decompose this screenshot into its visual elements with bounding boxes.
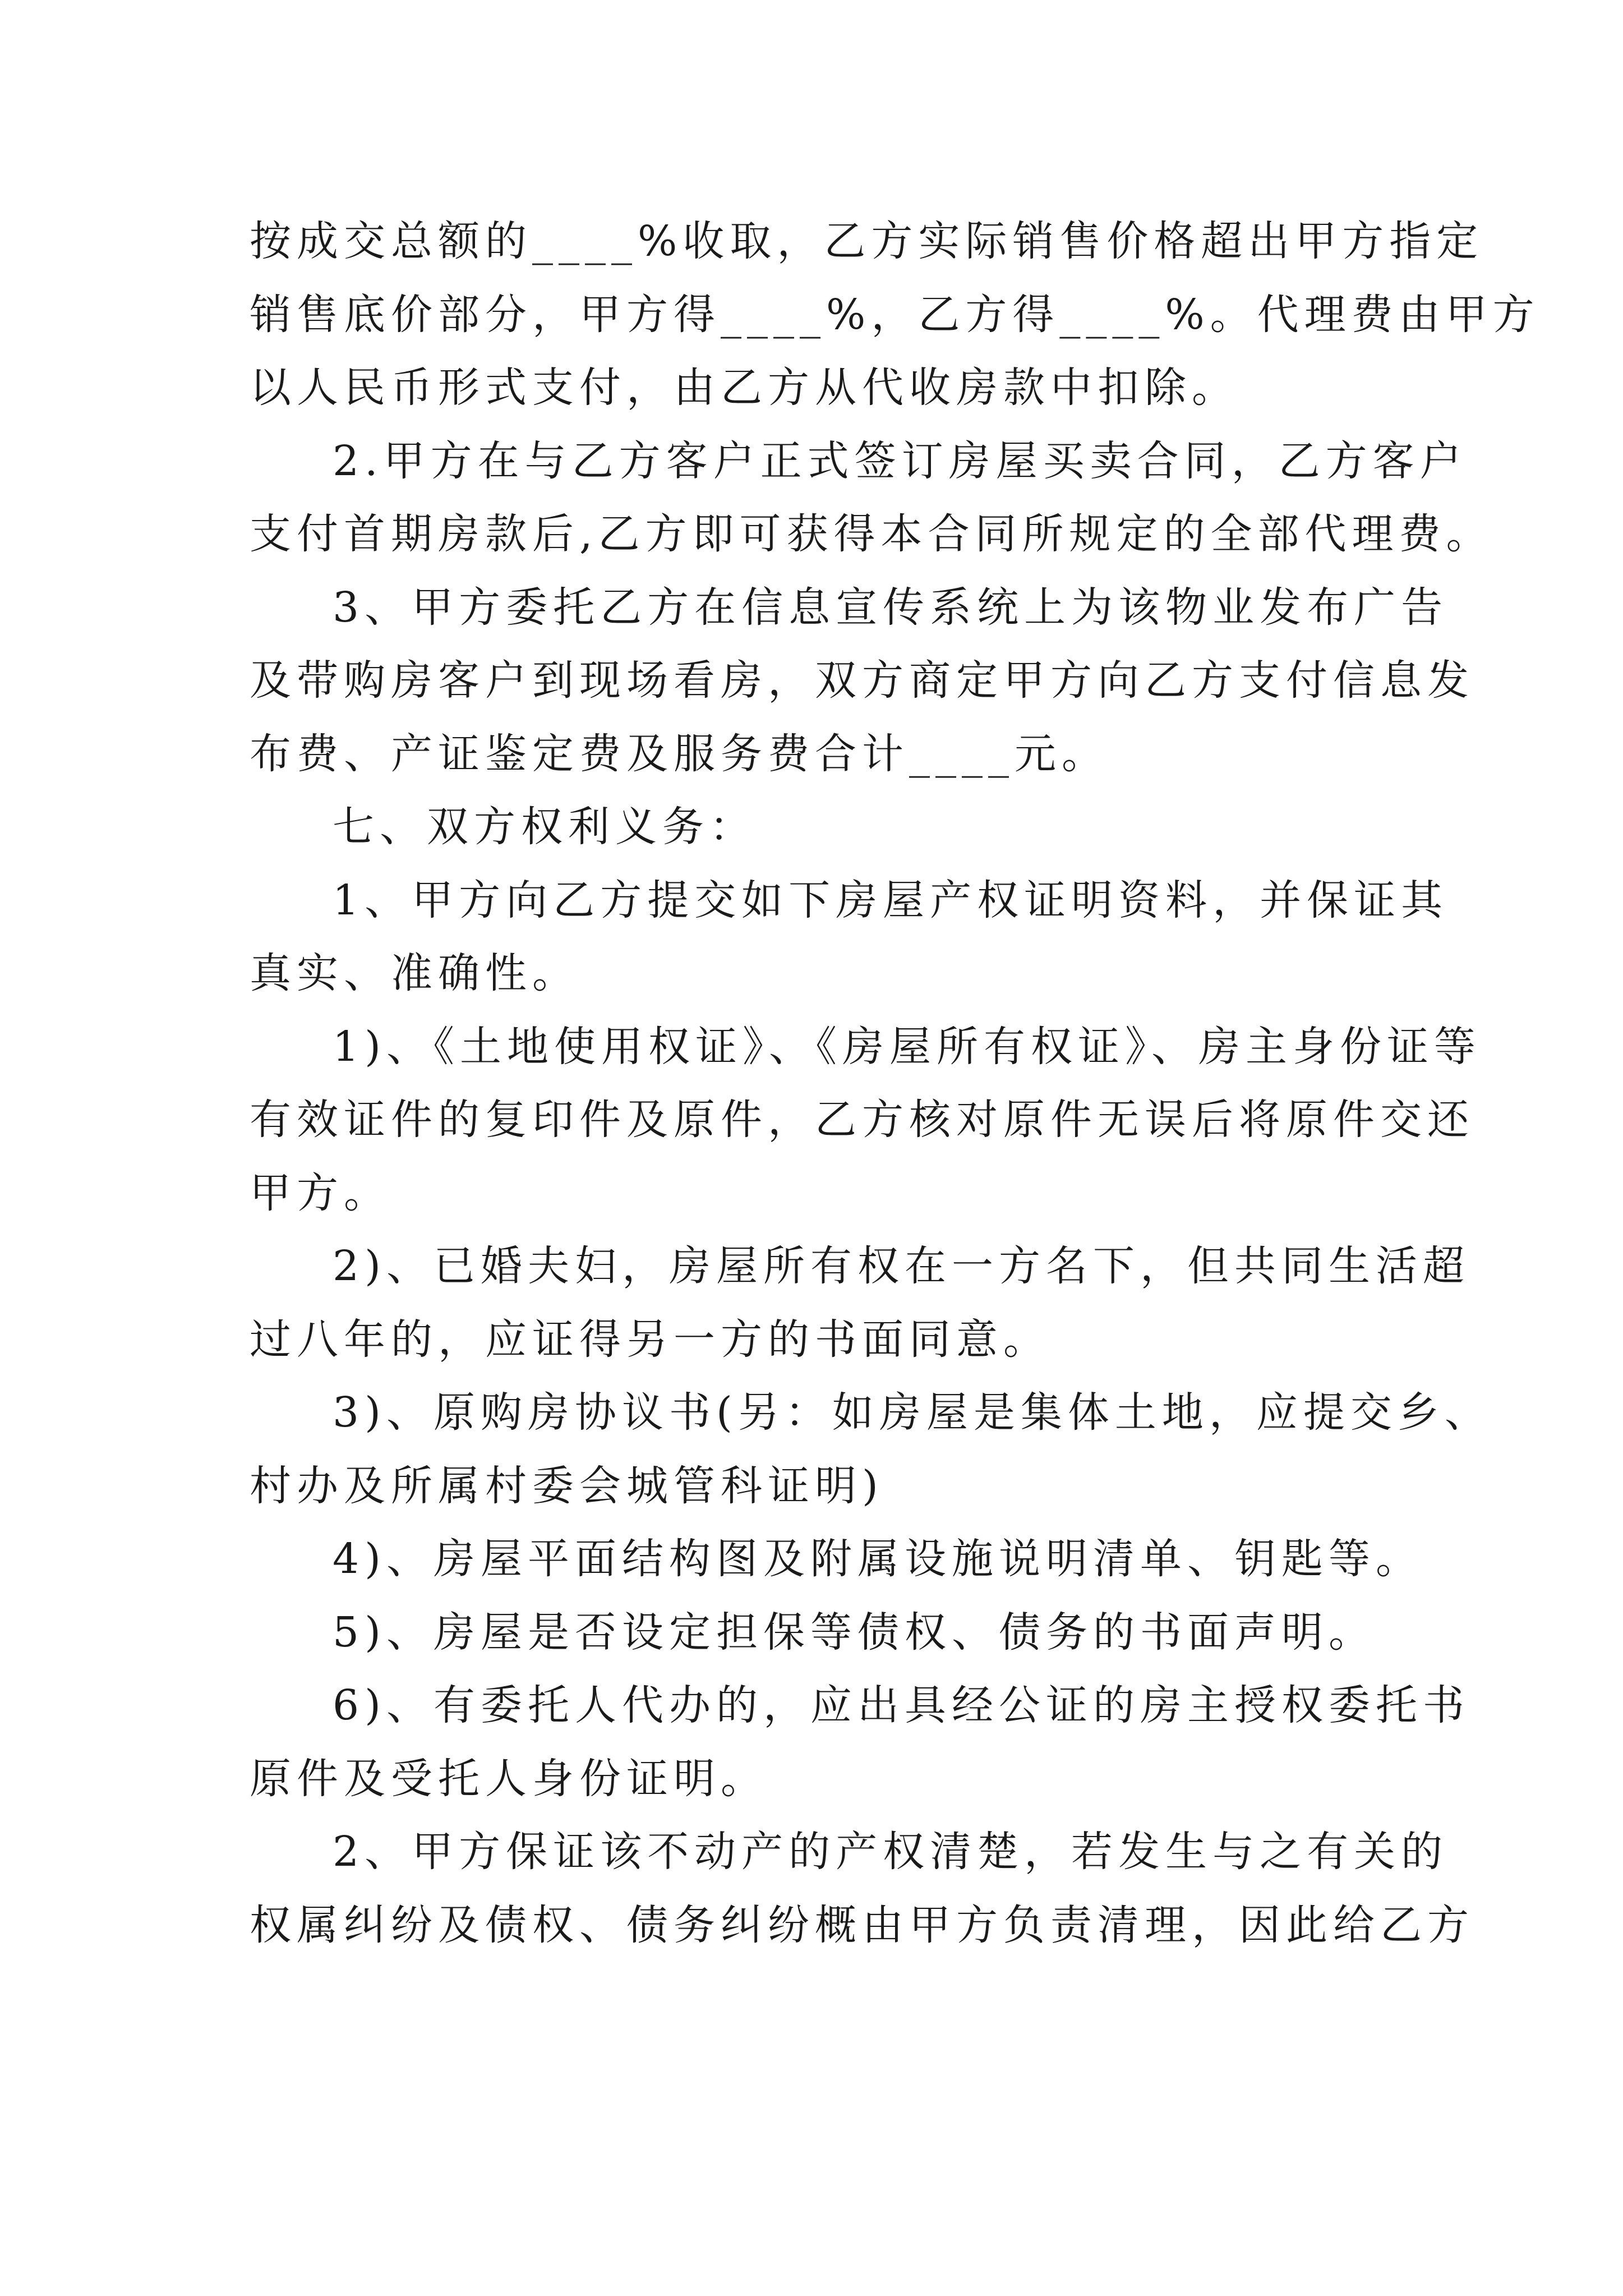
document-body [250, 205, 1540, 1962]
text-line: 2)、已婚夫妇，房屋所有权在一方名下，但共同生活超 [333, 1242, 1470, 1290]
paragraph-clause-3 [250, 571, 1474, 791]
text-line: 3)、原购房协议书(另：如房屋是集体土地，应提交乡、 [333, 1388, 1492, 1437]
paragraph-subitem-2 [250, 1230, 1470, 1376]
section-heading-rights-obligations [250, 790, 1405, 864]
paragraph-clause-2 [250, 425, 1493, 571]
text-line: 甲方。 [250, 1168, 391, 1217]
text-line: 及带购房客户到现场看房，双方商定甲方向乙方支付信息发 [250, 656, 1474, 705]
text-line: 村办及所属村委会城管科证明) [250, 1461, 884, 1510]
text-line: 5)、房屋是否设定担保等债权、债务的书面声明。 [333, 1608, 1376, 1657]
text-line: 按成交总额的____%收取，乙方实际销售价格超出甲方指定 [250, 217, 1484, 265]
paragraph-subitem-5 [250, 1596, 1405, 1669]
paragraph-subitem-1 [250, 1010, 1481, 1230]
text-line: 销售底价部分，甲方得____%，乙方得____%。代理费由甲方 [250, 290, 1540, 339]
section-heading: 七、双方权利义务： [333, 803, 757, 851]
paragraph-item-1 [250, 864, 1449, 1010]
text-line: 布费、产证鉴定费及服务费合计____元。 [250, 729, 1109, 778]
text-line: 权属纠纷及债权、债务纠纷概由甲方负责清理，因此给乙方 [250, 1901, 1474, 1949]
text-line: 真实、准确性。 [250, 949, 579, 997]
text-line: 以人民币形式支付，由乙方从代收房款中扣除。 [250, 364, 1239, 412]
text-line: 1)、《土地使用权证》、《房屋所有权证》、房主身份证等 [333, 1022, 1481, 1071]
paragraph-commission-rate [250, 205, 1540, 425]
text-line: 6)、有委托人代办的，应出具经公证的房主授权委托书 [333, 1681, 1470, 1729]
text-line: 有效证件的复印件及原件，乙方核对原件无误后将原件交还 [250, 1096, 1474, 1144]
paragraph-subitem-3 [250, 1376, 1492, 1522]
paragraph-item-2 [250, 1815, 1474, 1962]
text-line: 4)、房屋平面结构图及附属设施说明清单、钥匙等。 [333, 1535, 1423, 1583]
text-line: 2.甲方在与乙方客户正式签订房屋买卖合同，乙方客户 [333, 436, 1467, 485]
text-line: 1、甲方向乙方提交如下房屋产权证明资料，并保证其 [333, 876, 1449, 924]
text-line: 过八年的，应证得另一方的书面同意。 [250, 1315, 1050, 1364]
text-line: 2、甲方保证该不动产的产权清楚，若发生与之有关的 [333, 1828, 1449, 1876]
paragraph-subitem-4 [250, 1522, 1423, 1596]
paragraph-subitem-6 [250, 1669, 1470, 1815]
text-line: 3、甲方委托乙方在信息宣传系统上为该物业发布广告 [333, 583, 1449, 632]
text-line: 支付首期房款后,乙方即可获得本合同所规定的全部代理费。 [250, 510, 1493, 558]
text-line: 原件及受托人身份证明。 [250, 1754, 768, 1803]
